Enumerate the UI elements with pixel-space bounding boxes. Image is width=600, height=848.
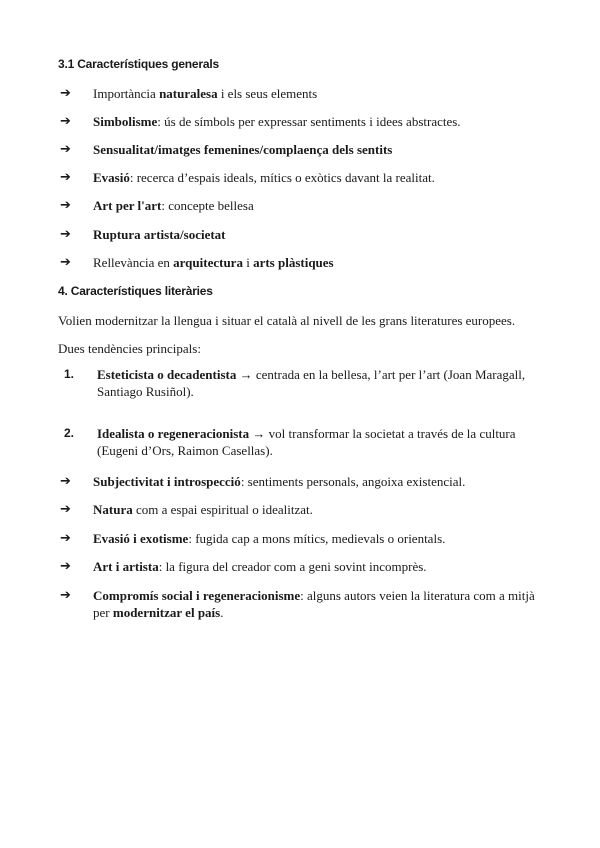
list-item: ➔ Art per l'art: concepte bellesa [60,198,254,213]
arrow-bullet-icon: ➔ [60,198,71,213]
arrow-bullet-icon: ➔ [60,142,71,157]
list-item: ➔ Art i artista: la figura del creador com a geni sovint incomprès. [60,559,427,574]
intro-paragraph: Volien modernitzar la llengua i situar el català al nivell de les grans literatures europees. [58,313,516,328]
item-number: 2. [64,426,75,440]
list-item: ➔ Evasió i exotisme: fugida cap a mons mítics, medievals o orientals. [60,531,446,546]
arrow-bullet-icon: ➔ [60,227,71,242]
tendencies-label: Dues tendències principals: [58,341,201,356]
list-item: ➔ Simbolisme: ús de símbols per expressar sentiments i idees abstractes. [60,114,461,129]
arrow-bullet-icon: ➔ [60,86,71,101]
section-heading-general: 3.1 Característiques generals [58,57,219,71]
arrow-bullet-icon: ➔ [60,474,71,489]
section-heading-literary: 4. Característiques literàries [58,284,213,298]
arrow-bullet-icon: ➔ [60,559,71,574]
arrow-bullet-icon: ➔ [60,502,71,517]
list-item: ➔ Rellevància en arquitectura i arts plàstiques [60,255,334,270]
list-item: ➔ Natura com a espai espiritual o idealitzat. [60,502,313,517]
arrow-bullet-icon: ➔ [60,255,71,270]
arrow-bullet-icon: ➔ [60,588,71,603]
item-number: 1. [64,367,75,381]
list-item: ➔ Subjectivitat i introspecció: sentiments personals, angoixa existencial. [60,474,466,489]
list-item: ➔ Sensualitat/imatges femenines/complaença dels sentits [60,142,393,157]
numbered-item: 1. Esteticista o decadentista → centrada en la bellesa, l’art per l’art (Joan Maragall, Santiago Rusiñol). [60,366,550,400]
list-item: ➔ Evasió: recerca d’espais ideals, mítics o exòtics davant la realitat. [60,170,435,185]
list-item: ➔ Importància naturalesa i els seus elements [60,86,318,101]
list-item: ➔ Compromís social i regeneracionisme: alguns autors veien la literatura com a mitjà per modernitzar el país. [60,588,535,620]
numbered-item: 2. Idealista o regeneracionista → vol transformar la societat a través de la cultura (Eugeni d’Ors, Raimon Casellas). [60,425,550,459]
arrow-bullet-icon: ➔ [60,170,71,185]
arrow-bullet-icon: ➔ [60,531,71,546]
list-item: ➔ Ruptura artista/societat [60,227,226,242]
arrow-bullet-icon: ➔ [60,114,71,129]
